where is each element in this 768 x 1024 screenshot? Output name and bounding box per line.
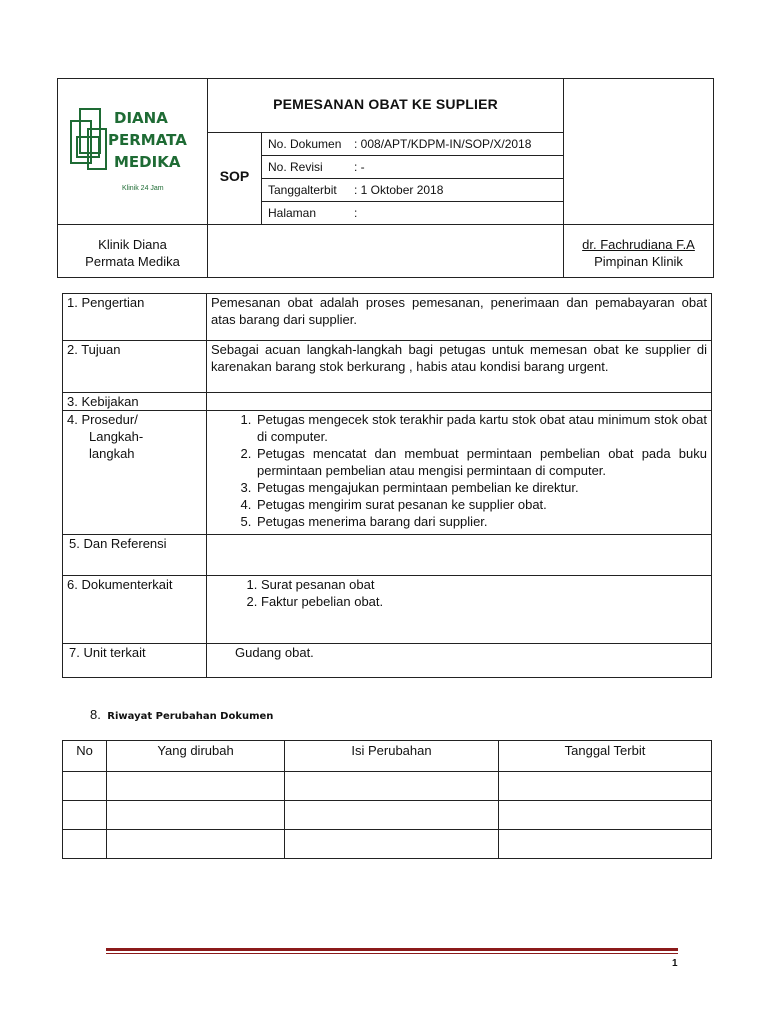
related-document-list — [211, 576, 707, 610]
column-header: Yang dirubah — [107, 741, 285, 772]
revision-history-table — [62, 740, 712, 859]
clinic-name-line-1: Klinik Diana — [98, 237, 167, 252]
sop-content-table — [62, 293, 712, 678]
meta-value-issue-date: : 1 Oktober 2018 — [354, 183, 444, 197]
text-referensi — [207, 535, 712, 576]
table-cell — [499, 830, 712, 859]
text-unit: Gudang obat. — [207, 644, 712, 678]
label-kebijakan: 3. Kebijakan — [63, 393, 207, 411]
table-cell — [285, 830, 499, 859]
label-prosedur-line-1: 4. Prosedur/ — [67, 412, 138, 427]
procedure-step: 2. Petugas mencatat dan membuat permintaan pembelian obat pada buku permintaan pembelian atau mengisi permintaan di computer. — [255, 445, 707, 479]
history-title: Riwayat Perubahan Dokumen — [107, 711, 274, 722]
footer-rule-thick — [106, 948, 678, 951]
logo-line-1: DIANA — [114, 109, 168, 127]
table-cell — [63, 801, 107, 830]
meta-value-document-number: : 008/APT/KDPM-IN/SOP/X/2018 — [354, 137, 532, 151]
related-document: 2. Faktur pebelian obat. — [261, 593, 707, 610]
row-pengertian — [63, 294, 712, 341]
signer-name: dr. Fachrudiana F.A — [582, 237, 695, 252]
meta-label-page: Halaman — [268, 206, 317, 220]
text-kebijakan — [207, 393, 712, 411]
column-header: Isi Perubahan — [285, 741, 499, 772]
table-cell — [285, 772, 499, 801]
text-tujuan: Sebagai acuan langkah-langkah bagi petugas untuk memesan obat ke supplier di karenakan barang stok berkurang , habis atau kondisi barang urgent. — [207, 341, 712, 393]
label-pengertian: 1. Pengertian — [63, 294, 207, 341]
row-kebijakan — [63, 393, 712, 411]
history-header-row — [63, 741, 712, 772]
history-row — [63, 772, 712, 801]
related-document: 1. Surat pesanan obat — [261, 576, 707, 593]
table-cell — [107, 801, 285, 830]
history-row — [63, 830, 712, 859]
page-number: 1 — [672, 958, 678, 969]
meta-label-issue-date: Tanggalterbit — [268, 183, 337, 197]
sop-header — [57, 78, 714, 278]
column-header: No — [63, 741, 107, 772]
text-pengertian: Pemesanan obat adalah proses pemesanan, penerimaan dan pemabayaran obat atas barang dari supplier. — [207, 294, 712, 341]
table-cell — [499, 772, 712, 801]
meta-value-revision: : - — [354, 160, 365, 174]
meta-label-document-number: No. Dokumen — [268, 137, 342, 151]
table-cell — [63, 772, 107, 801]
meta-label-revision: No. Revisi — [268, 160, 323, 174]
row-unit — [63, 644, 712, 678]
label-prosedur-line-3: langkah — [89, 446, 135, 461]
procedure-step: 4. Petugas mengirim surat pesanan ke supplier obat. — [255, 496, 707, 513]
label-referensi: 5. Dan Referensi — [63, 535, 207, 576]
label-prosedur — [63, 411, 207, 535]
label-dokumen: 6. Dokumenterkait — [63, 576, 207, 644]
table-cell — [285, 801, 499, 830]
signer-role: Pimpinan Klinik — [594, 254, 683, 269]
procedure-step: 5. Petugas menerima barang dari supplier. — [255, 513, 707, 530]
document-title: PEMESANAN OBAT KE SUPLIER — [273, 96, 498, 112]
procedure-steps — [207, 411, 712, 535]
clinic-logo — [66, 101, 196, 201]
logo-text — [108, 107, 187, 173]
table-cell — [63, 830, 107, 859]
row-tujuan — [63, 341, 712, 393]
table-cell — [499, 801, 712, 830]
label-tujuan: 2. Tujuan — [63, 341, 207, 393]
label-unit: 7. Unit terkait — [63, 644, 207, 678]
footer-rule-thin — [106, 953, 678, 954]
row-referensi — [63, 535, 712, 576]
procedure-step: 3. Petugas mengajukan permintaan pembelian ke direktur. — [255, 479, 707, 496]
history-number: 8. — [90, 707, 101, 722]
logo-line-2: PERMATA — [108, 131, 187, 149]
label-prosedur-line-2: Langkah- — [89, 429, 144, 444]
column-header: Tanggal Terbit — [499, 741, 712, 772]
meta-value-page: : — [354, 206, 358, 220]
procedure-step-list — [211, 411, 707, 530]
logo-line-3: MEDIKA — [114, 153, 181, 171]
clinic-name — [58, 236, 207, 270]
row-dokumen — [63, 576, 712, 644]
history-heading — [90, 706, 273, 724]
related-documents — [207, 576, 712, 644]
row-prosedur — [63, 411, 712, 535]
clinic-name-line-2: Permata Medika — [85, 254, 180, 269]
procedure-step: 1. Petugas mengecek stok terakhir pada kartu stok obat atau minimum stok obat di computer. — [255, 411, 707, 445]
table-cell — [107, 772, 285, 801]
history-row — [63, 801, 712, 830]
sop-label: SOP — [219, 168, 250, 184]
signer — [563, 236, 714, 270]
table-cell — [107, 830, 285, 859]
logo-tagline: Klinik 24 Jam — [122, 185, 164, 192]
